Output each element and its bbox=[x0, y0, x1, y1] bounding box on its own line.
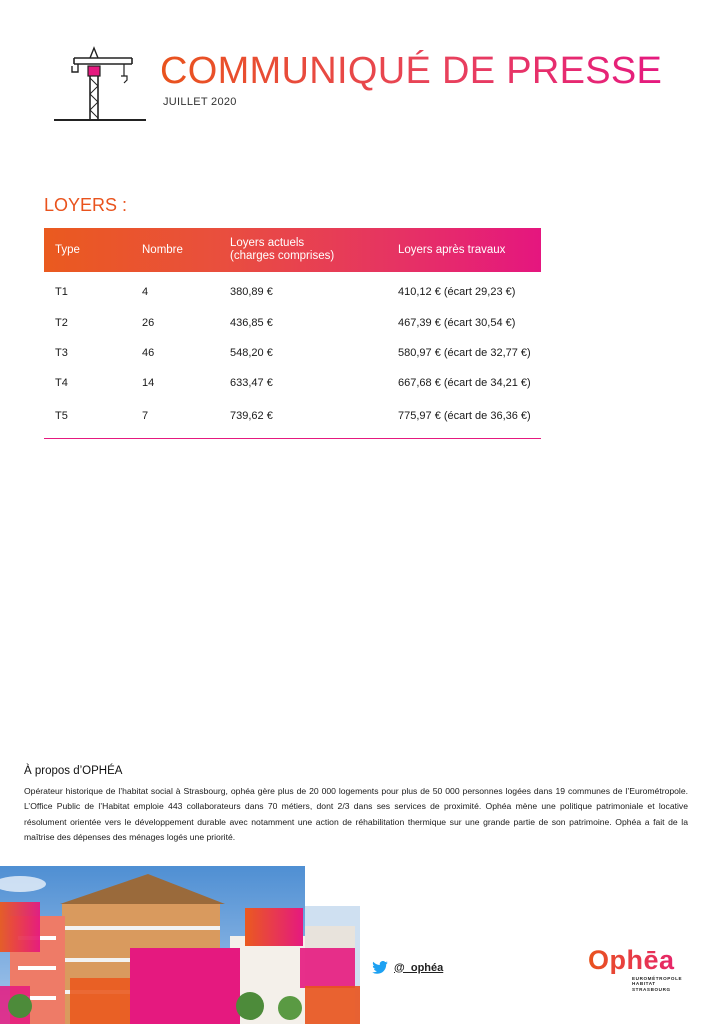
logo-sub-line: HABITAT bbox=[632, 981, 656, 987]
cell-apres: 410,12 € (écart 29,23 €) bbox=[398, 286, 516, 298]
cell-actuel: 633,47 € bbox=[230, 376, 273, 389]
table-body bbox=[44, 276, 541, 439]
cell-nombre: 7 bbox=[142, 410, 149, 422]
cell-type: T5 bbox=[55, 410, 68, 422]
publication-date: JUILLET 2020 bbox=[163, 96, 237, 108]
twitter-icon bbox=[372, 961, 388, 974]
cell-apres: 580,97 € (écart de 32,77 €) bbox=[398, 347, 531, 359]
ophea-logo bbox=[588, 946, 698, 996]
table-row bbox=[44, 398, 541, 438]
logo-sub-line: EUROMÉTROPOLE bbox=[632, 976, 683, 981]
twitter-link[interactable] bbox=[372, 961, 443, 974]
twitter-handle[interactable]: @_ophéa bbox=[394, 961, 444, 974]
header-loyers-actuels-line1: Loyers actuels bbox=[230, 237, 305, 249]
cell-apres: 467,39 € (écart 30,54 €) bbox=[398, 317, 516, 329]
crane-icon bbox=[52, 44, 148, 124]
header-nombre: Nombre bbox=[142, 244, 183, 256]
header-type: Type bbox=[55, 244, 80, 256]
cell-nombre: 4 bbox=[142, 286, 149, 298]
cell-actuel: 436,85 € bbox=[230, 316, 273, 329]
page-title: COMMUNIQUÉ DE PRESSE bbox=[160, 50, 663, 92]
table-header bbox=[44, 228, 541, 272]
header-loyers-apres: Loyers après travaux bbox=[398, 244, 506, 256]
table-row bbox=[44, 276, 541, 308]
table-row bbox=[44, 338, 541, 368]
cell-type: T1 bbox=[55, 286, 68, 298]
table-row bbox=[44, 368, 541, 398]
cell-type: T4 bbox=[55, 377, 68, 389]
header-loyers-actuels bbox=[218, 237, 386, 263]
cell-type: T2 bbox=[55, 317, 68, 329]
logo-subtitle bbox=[632, 976, 682, 992]
rent-table bbox=[44, 228, 541, 439]
section-title: LOYERS : bbox=[44, 195, 128, 215]
header-loyers-actuels-line2: (charges comprises) bbox=[230, 250, 335, 262]
cell-apres: 775,97 € (écart de 36,36 €) bbox=[398, 410, 531, 422]
cell-actuel: 380,89 € bbox=[230, 285, 273, 298]
cell-actuel: 739,62 € bbox=[230, 409, 273, 422]
about-text: Opérateur historique de l’habitat social à Strasbourg, ophéa gère plus de 20 000 logements pour plus de 50 000 personnes logées dans 19 communes de l’Eurométropole. L’Office Public de l’Habitat emploie 443 collaborateurs dans 70 métiers, dont 2/3 dans ses services de proximité. Ophéa mène une politique patrimoniale et locative résolument orientée vers le développement durable avec notamment une action de réhabilitation thermique sur une grande partie de son patrimoine. Ophéa a fait de la maîtrise des dépenses des ménages logés une priorité. bbox=[24, 786, 688, 842]
cell-apres: 667,68 € (écart de 34,21 €) bbox=[398, 377, 531, 389]
about-title: À propos d’OPHÉA bbox=[24, 765, 123, 777]
cell-nombre: 26 bbox=[142, 317, 155, 329]
building-photo bbox=[0, 866, 360, 1024]
logo-name: Ophēa bbox=[588, 946, 698, 974]
table-row bbox=[44, 308, 541, 338]
cell-actuel: 548,20 € bbox=[230, 346, 273, 359]
cell-nombre: 46 bbox=[142, 347, 155, 359]
logo-sub-line: STRASBOURG bbox=[632, 986, 671, 992]
cell-nombre: 14 bbox=[142, 377, 155, 389]
cell-type: T3 bbox=[55, 347, 68, 359]
